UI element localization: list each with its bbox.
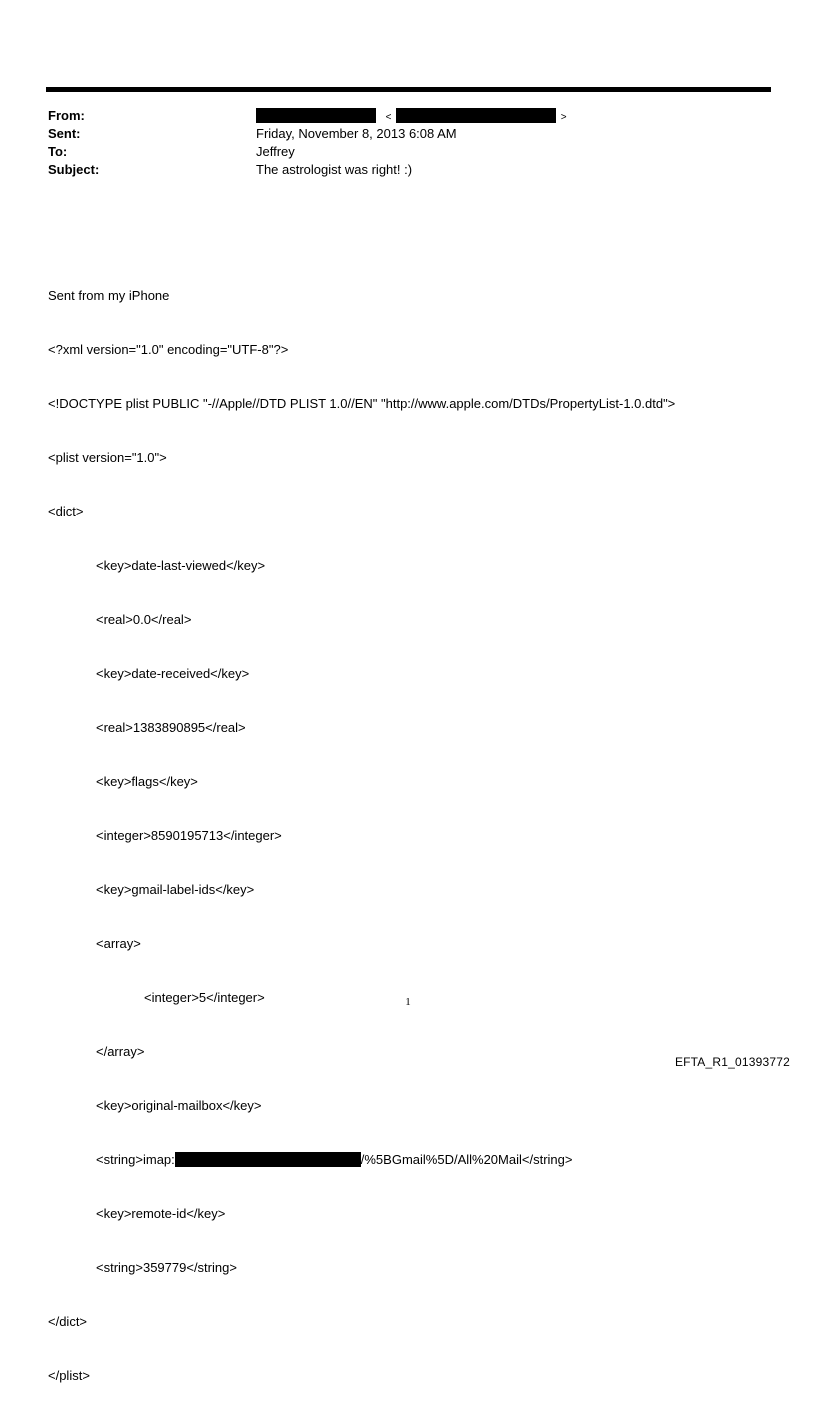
signature-line: Sent from my iPhone	[48, 288, 170, 303]
imap-prefix: <string>imap:	[96, 1152, 175, 1167]
from-label: From:	[48, 108, 85, 123]
plist-line: <string>359779</string>	[96, 1260, 237, 1275]
email-body	[48, 251, 675, 1403]
plist-line: <real>0.0</real>	[96, 612, 192, 627]
header-rule	[46, 87, 771, 92]
plist-line: <real>1383890895</real>	[96, 720, 246, 735]
redacted-mailbox-address	[175, 1152, 361, 1167]
plist-line: <key>flags</key>	[96, 774, 198, 789]
from-value	[256, 107, 567, 127]
dict-close-line: </dict>	[48, 1314, 88, 1329]
plist-line: <key>date-last-viewed</key>	[96, 558, 266, 573]
original-mailbox-string-line	[48, 1151, 675, 1169]
plist-line: <array>	[96, 936, 141, 951]
plist-line: <key>date-received</key>	[96, 666, 250, 681]
sent-label: Sent:	[48, 126, 81, 141]
dict-open-line: <dict>	[48, 504, 84, 519]
sent-row	[48, 125, 748, 143]
plist-line: <key>remote-id</key>	[96, 1206, 226, 1221]
plist-open-line: <plist version="1.0">	[48, 450, 167, 465]
subject-label: Subject:	[48, 162, 100, 177]
plist-line: <key>gmail-label-ids</key>	[96, 882, 255, 897]
from-row	[48, 107, 748, 125]
plist-close-line: </plist>	[48, 1368, 90, 1383]
subject-value: The astrologist was right! :)	[256, 162, 413, 177]
to-row	[48, 143, 748, 161]
sent-value: Friday, November 8, 2013 6:08 AM	[256, 126, 457, 141]
to-label: To:	[48, 144, 68, 159]
imap-suffix: /%5BGmail%5D/All%20Mail</string>	[360, 1152, 573, 1167]
xml-declaration-line: <?xml version="1.0" encoding="UTF-8"?>	[48, 342, 289, 357]
plist-line: <key>original-mailbox</key>	[96, 1098, 262, 1113]
plist-line: <integer>8590195713</integer>	[96, 828, 282, 843]
from-angle-close: >	[560, 112, 567, 123]
redacted-sender-email	[396, 108, 556, 123]
doctype-line: <!DOCTYPE plist PUBLIC "-//Apple//DTD PLIST 1.0//EN" "http://www.apple.com/DTDs/PropertyList-1.0.dtd">	[48, 396, 676, 411]
subject-row	[48, 161, 748, 179]
plist-line: <integer>5</integer>	[144, 990, 265, 1005]
page-number: 1	[405, 996, 411, 1008]
document-id: EFTA_R1_01393772	[674, 1055, 790, 1069]
from-angle-open: <	[385, 112, 392, 123]
plist-line: </array>	[96, 1044, 145, 1059]
redacted-sender-name	[256, 108, 376, 123]
to-value: Jeffrey	[256, 144, 295, 159]
